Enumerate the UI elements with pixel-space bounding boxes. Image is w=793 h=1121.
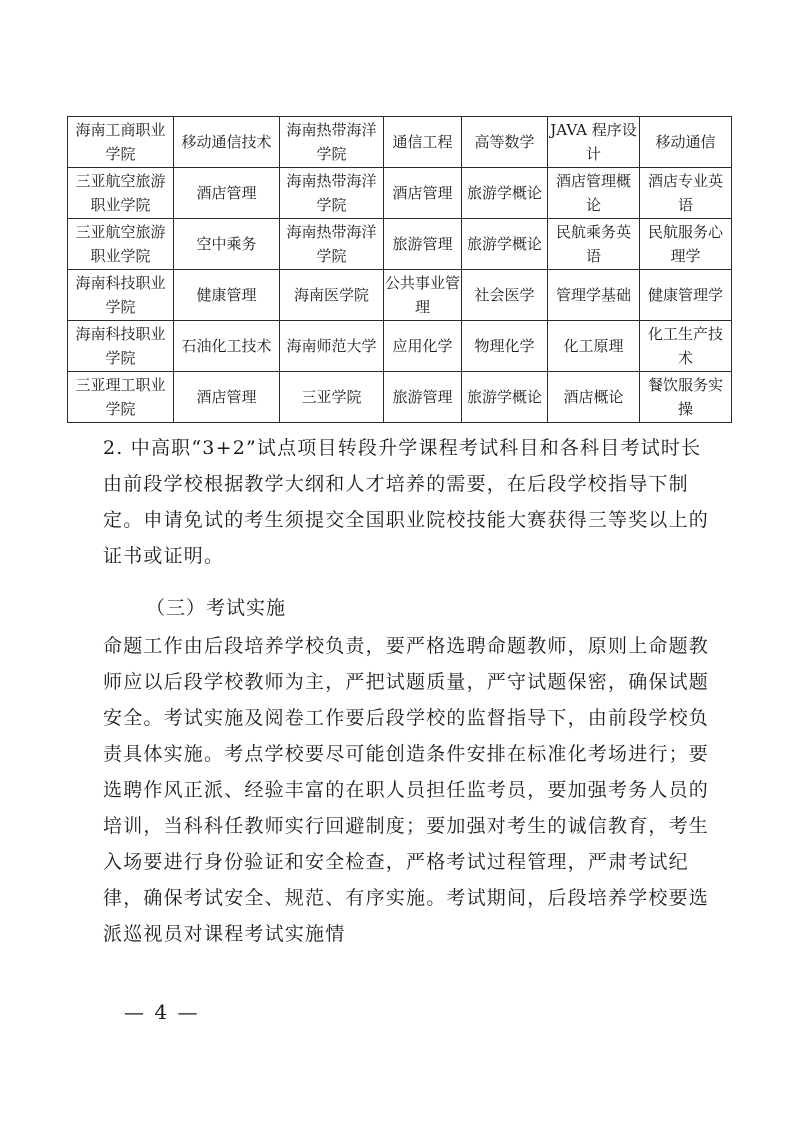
table-cell: JAVA 程序设计 — [548, 117, 640, 168]
table-cell: 三亚理工职业学院 — [68, 372, 174, 423]
table-row — [68, 321, 732, 372]
table-cell: 通信工程 — [384, 117, 462, 168]
table-cell: 旅游学概论 — [462, 219, 548, 270]
table-cell: 海南热带海洋学院 — [280, 168, 384, 219]
table-cell: 民航乘务英语 — [548, 219, 640, 270]
table-row — [68, 219, 732, 270]
table-cell: 民航服务心理学 — [640, 219, 732, 270]
page-number: — 4 — — [124, 1000, 200, 1024]
majors-table-container — [67, 116, 731, 423]
table-cell: 海南医学院 — [280, 270, 384, 321]
table-body — [68, 117, 732, 423]
table-cell: 酒店管理 — [174, 372, 280, 423]
table-cell: 社会医学 — [462, 270, 548, 321]
table-cell: 应用化学 — [384, 321, 462, 372]
table-cell: 健康管理学 — [640, 270, 732, 321]
section-3-heading: （三）考试实施 — [146, 597, 287, 619]
table-cell: 移动通信 — [640, 117, 732, 168]
table-cell: 旅游管理 — [384, 219, 462, 270]
majors-table — [67, 116, 732, 423]
table-cell: 酒店专业英语 — [640, 168, 732, 219]
table-cell: 海南科技职业学院 — [68, 321, 174, 372]
table-cell: 酒店管理 — [174, 168, 280, 219]
table-cell: 酒店管理 — [384, 168, 462, 219]
table-cell: 海南师范大学 — [280, 321, 384, 372]
paragraph-3 — [103, 628, 715, 952]
table-cell: 空中乘务 — [174, 219, 280, 270]
paragraph-3-text: 命题工作由后段培养学校负责，要严格选聘命题教师，原则上命题教师应以后段学校教师为主，严把试题质量，严守试题保密，确保试题安全。考试实施及阅卷工作要后段学校的监督指导下，由前段学校负责具体实施。考点学校要尽可能创造条件安排在标准化考场进行；要选聘作风正派、经验丰富的在职人员担任监考员，要加强考务人员的培训，当科科任教师实行回避制度；要加强对考生的诚信教育，考生入场要进行身份验证和安全检查，严格考试过程管理，严肃考试纪律，确保考试安全、规范、有序实施。考试期间，后段培养学校要选派巡视员对课程考试实施情 — [103, 635, 710, 945]
table-cell: 高等数学 — [462, 117, 548, 168]
table-cell: 移动通信技术 — [174, 117, 280, 168]
table-row — [68, 117, 732, 168]
table-row — [68, 372, 732, 423]
table-cell: 化工生产技术 — [640, 321, 732, 372]
table-cell: 海南热带海洋学院 — [280, 117, 384, 168]
table-cell: 酒店管理概论 — [548, 168, 640, 219]
table-cell: 海南工商职业学院 — [68, 117, 174, 168]
table-cell: 海南科技职业学院 — [68, 270, 174, 321]
table-cell: 海南热带海洋学院 — [280, 219, 384, 270]
table-cell: 旅游管理 — [384, 372, 462, 423]
table-cell: 餐饮服务实操 — [640, 372, 732, 423]
table-row — [68, 270, 732, 321]
table-cell: 石油化工技术 — [174, 321, 280, 372]
table-cell: 管理学基础 — [548, 270, 640, 321]
paragraph-2-text: 2. 中高职“3+2”试点项目转段升学课程考试科目和各科目考试时长由前段学校根据教学大纲和人才培养的需要，在后段学校指导下制定。申请免试的考生须提交全国职业院校技能大赛获得三等奖以上的证书或证明。 — [103, 437, 710, 567]
table-row — [68, 168, 732, 219]
table-cell: 健康管理 — [174, 270, 280, 321]
table-cell: 三亚学院 — [280, 372, 384, 423]
table-cell: 三亚航空旅游职业学院 — [68, 168, 174, 219]
table-cell: 酒店概论 — [548, 372, 640, 423]
table-cell: 物理化学 — [462, 321, 548, 372]
table-cell: 三亚航空旅游职业学院 — [68, 219, 174, 270]
table-cell: 旅游学概论 — [462, 372, 548, 423]
table-cell: 化工原理 — [548, 321, 640, 372]
table-cell: 旅游学概论 — [462, 168, 548, 219]
table-cell: 公共事业管理 — [384, 270, 462, 321]
paragraph-2 — [103, 430, 715, 574]
